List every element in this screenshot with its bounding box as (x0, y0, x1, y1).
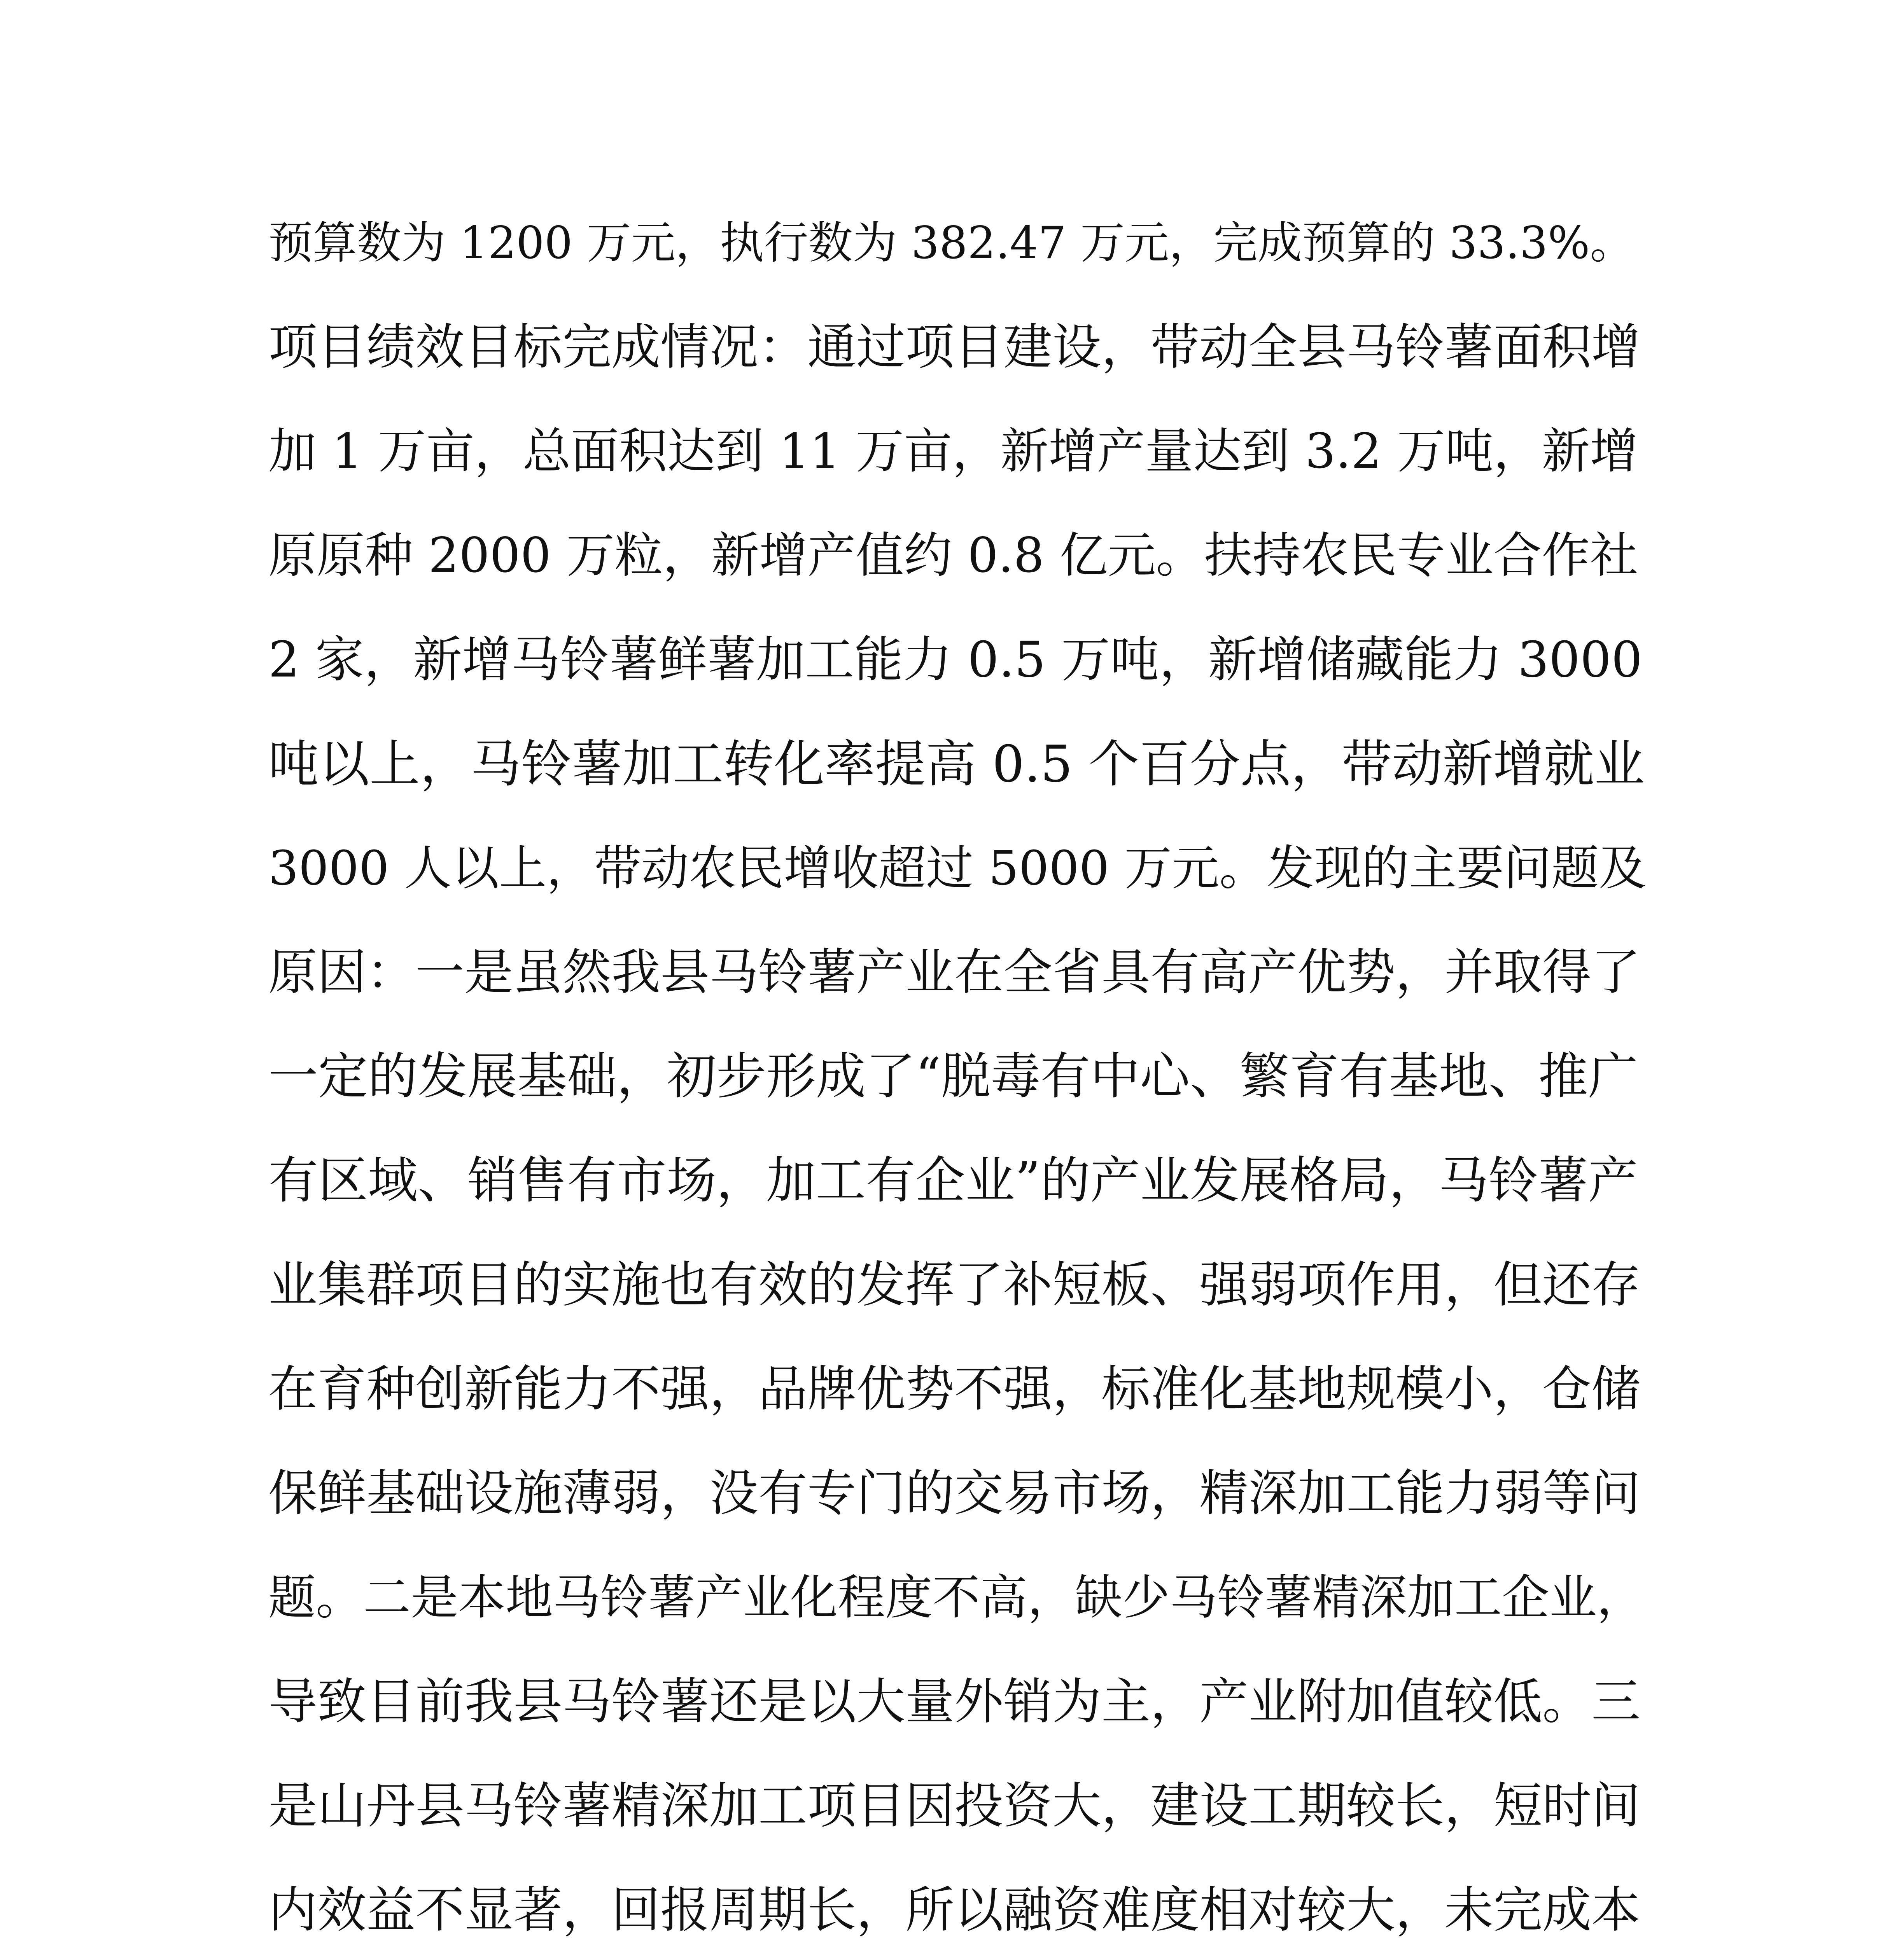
text-line-17: 内效益不显著，回报周期长，所以融资难度相对较大，未完成本 (268, 1881, 1640, 1939)
text-line-15: 导致目前我县马铃薯还是以大量外销为主，产业附加值较低。三 (268, 1673, 1640, 1730)
text-line-9: 一定的发展基础，初步形成了“脱毒有中心、繁育有基地、推广 (268, 1047, 1638, 1105)
text-line-14: 题。二是本地马铃薯产业化程度不高，缺少马铃薯精深加工企业， (268, 1570, 1644, 1625)
text-line-3: 加 1 万亩，总面积达到 11 万亩，新增产量达到 3.2 万吨，新增 (268, 423, 1638, 479)
text-line-4: 原原种 2000 万粒，新增产值约 0.8 亿元。扶持农民专业合作社 (268, 528, 1638, 584)
text-line-1: 预算数为 1200 万元，执行数为 382.47 万元，完成预算的 33.3%。 (268, 217, 1634, 269)
text-line-8: 原因：一是虽然我县马铃薯产业在全省具有高产优势，并取得了 (268, 944, 1640, 1001)
text-line-12: 在育种创新能力不强，品牌优势不强，标准化基地规模小，仓储 (268, 1360, 1640, 1418)
text-line-13: 保鲜基础设施薄弱，没有专门的交易市场，精深加工能力弱等问 (268, 1465, 1640, 1522)
text-line-6: 吨以上，马铃薯加工转化率提高 0.5 个百分点，带动新增就业 (268, 734, 1645, 794)
text-line-5: 2 家，新增马铃薯鲜薯加工能力 0.5 万吨，新增储藏能力 3000 (268, 631, 1643, 688)
text-line-11: 业集群项目的实施也有效的发挥了补短板、强弱项作用，但还存 (268, 1256, 1640, 1313)
text-line-10: 有区域、销售有市场，加工有企业”的产业发展格局，马铃薯产 (268, 1152, 1638, 1210)
text-line-2: 项目绩效目标完成情况：通过项目建设，带动全县马铃薯面积增 (268, 318, 1640, 376)
text-line-16: 是山丹县马铃薯精深加工项目因投资大，建设工期较长，短时间 (268, 1777, 1640, 1834)
text-line-7: 3000 人以上，带动农民增收超过 5000 万元。发现的主要问题及 (268, 841, 1647, 896)
